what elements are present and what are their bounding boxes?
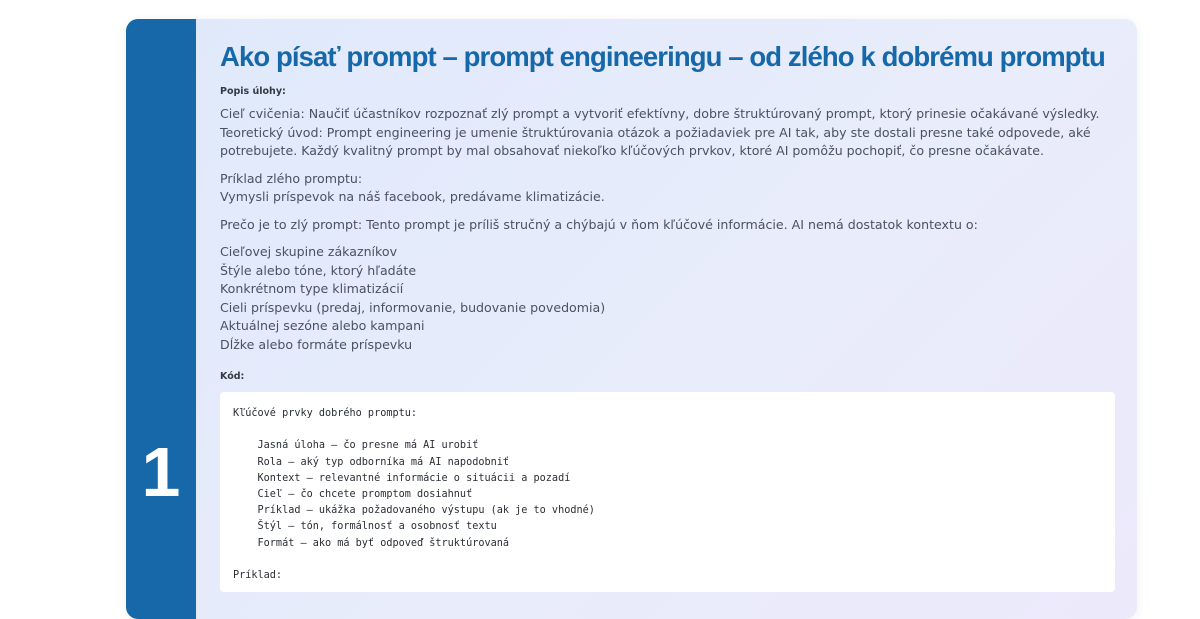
bad-example-block [220,170,1115,207]
list-item: Štýle alebo tóne, ktorý hľadáte [220,262,417,278]
list-item: Cieli príspevku (predaj, informovanie, budovanie povedomia) [220,299,606,315]
list-item: Dĺžke alebo formáte príspevku [220,336,413,352]
card-content [220,39,1115,592]
description-label: Popis úlohy: [220,86,286,97]
bad-example-text: Vymysli príspevok na náš facebook, predávame klimatizácie. [220,189,605,204]
code-block[interactable]: Kľúčové prvky dobrého promptu: Jasná úloha – čo presne má AI urobiť Rola – aký typ odborníka má AI napodobniť Kontext – relevantné informácie o situácii a pozadí Cieľ – čo chcete promptom dosiahnuť Príklad – ukážka požadovaného výstupu (ak je to vhodné) Štýl – tón, formálnosť a osobnosť textu Formát – ako má byť odpoveď štruktúrovaná Príklad: [220,392,1115,592]
list-item: Cieľovej skupine zákazníkov [220,244,398,259]
list-item: Konkrétnom type klimatizácií [220,281,404,296]
missing-items-list [220,243,1115,354]
step-number: 1 [141,433,181,511]
page-title: Ako písať prompt – prompt engineeringu – od zlého k dobrému promptu [220,41,1105,72]
why-bad-paragraph: Prečo je to zlý prompt: Tento prompt je príliš stručný a chýbajú v ňom kľúčové informácie. AI nemá dostatok kontextu o: [220,216,978,232]
intro-paragraph: Cieľ cvičenia: Naučiť účastníkov rozpoznať zlý prompt a vytvoriť efektívny, dobre štruktúrovaný prompt, ktorý prinesie očakávané výsledky. Teoretický úvod: Prompt engineering je umenie štruktúrovania otázok a požiadaviek pre AI tak, aby ste dostali presne také odpovede, aké potrebujete. Každý kvalitný prompt by mal obsahovať niekoľko kľúčových prvkov, ktoré AI pomôžu pochopiť, čo presne očakávate. [220,106,1100,158]
code-label: Kód: [220,371,245,382]
step-stripe [126,19,196,619]
list-item: Aktuálnej sezóne alebo kampani [220,318,425,333]
exercise-card [126,19,1137,619]
bad-example-heading: Príklad zlého promptu: [220,170,363,186]
